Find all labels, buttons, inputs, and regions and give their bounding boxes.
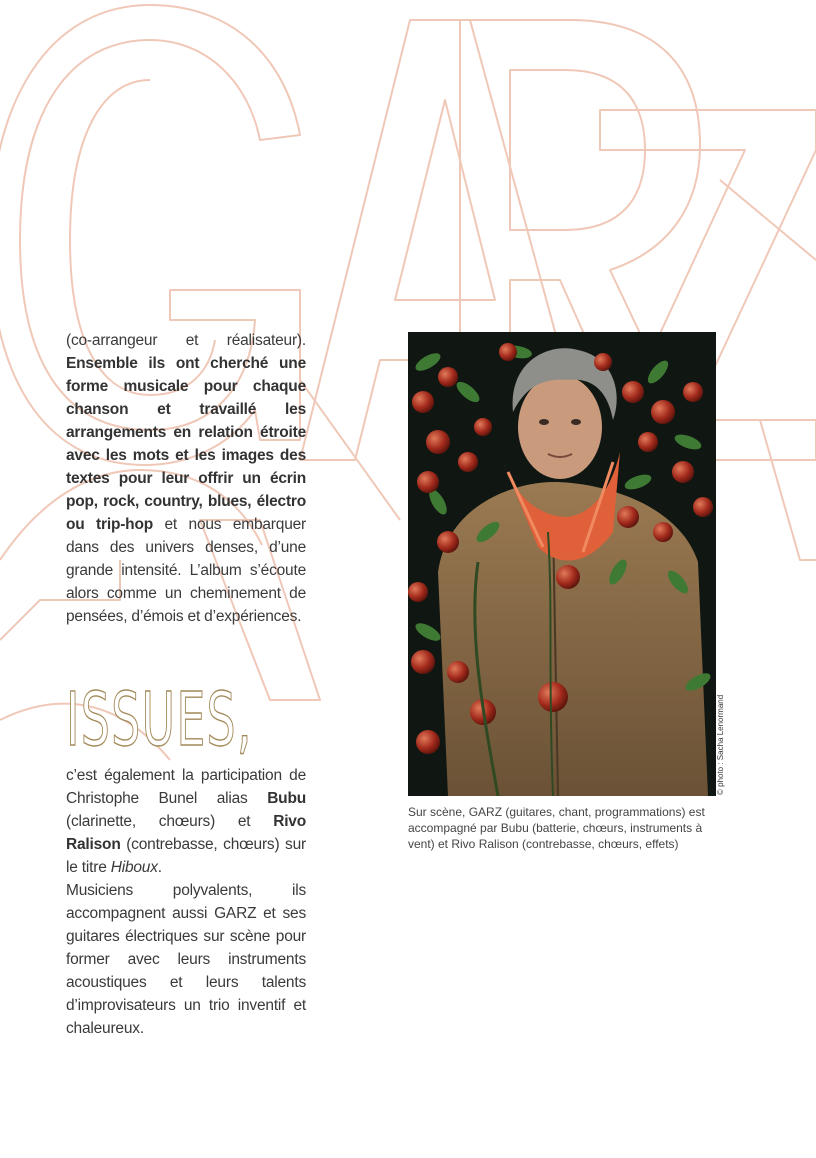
band-photo — [408, 332, 716, 796]
participation-text-a: c’est également la participation de Christophe Bunel alias — [66, 767, 306, 807]
song-title: Hiboux — [110, 859, 158, 876]
musicians-paragraph: Musiciens polyvalents, ils accompagnent aussi GARZ et ses guitares électriques sur scène pour former avec leurs instruments acoustiques et leurs talents d’improvisateurs un trio inventif et chaleureux. — [66, 882, 306, 1037]
intro-text-c: et nous embarquer dans des univers denses, d’une grande intensité. L’album s’écoute alors comme un cheminement de pensées, d’émois et d’expériences. — [66, 516, 306, 625]
participation-text-g: . — [157, 859, 162, 876]
intro-text-bold: Ensemble ils ont cherché une forme musicale pour chaque chanson et travaillé les arrangements en relation étroite avec les mots et les images des textes pour leur offrir un écrin pop, rock, country, blues, électro ou trip-hop — [66, 355, 306, 533]
issues-heading: ISSUES, — [66, 677, 253, 763]
intro-paragraph — [66, 329, 306, 628]
participation-text-e: (contrebasse, chœurs) sur le titre — [66, 836, 306, 876]
rivo-name: Rivo Ralison — [66, 813, 306, 853]
band-photo-illustration — [408, 332, 716, 796]
photo-credit: © photo : Sacha Lenormand — [716, 694, 725, 795]
participation-paragraph — [66, 764, 306, 879]
bubu-name: Bubu — [267, 790, 306, 807]
photo-caption: Sur scène, GARZ (guitares, chant, programmations) est accompagné par Bubu (batterie, chœurs, instruments à vent) et Rivo Ralison (contrebasse, chœurs, effets) — [408, 805, 705, 851]
intro-text-a: (co-arrangeur et réalisateur). — [66, 332, 306, 349]
participation-text-c: (clarinette, chœurs) et — [66, 813, 274, 830]
